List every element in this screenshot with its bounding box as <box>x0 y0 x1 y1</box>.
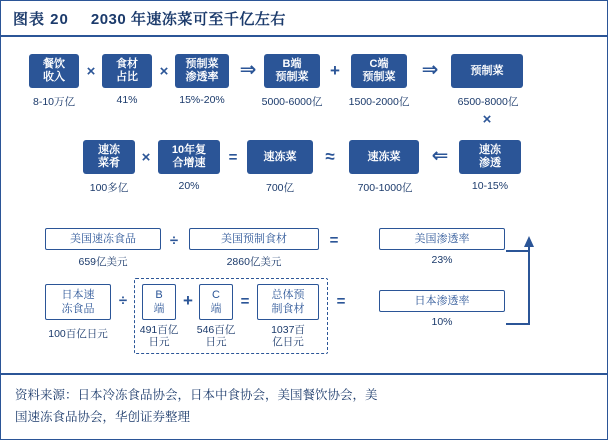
caption-cagr-10y: 20% <box>178 180 200 192</box>
arrow-right-1: ⇒ <box>239 59 257 81</box>
node-catering-revenue <box>29 54 79 88</box>
node-jp-frozen-food <box>45 284 111 320</box>
node-jp-b-end <box>142 284 176 320</box>
op-equals-us: = <box>329 232 339 249</box>
op-plus-jp: + <box>183 291 193 310</box>
op-plus-1: + <box>330 61 340 80</box>
node-cagr-10y-label: 10年复 合增速 <box>171 144 207 169</box>
node-us-frozen-food-label: 美国速冻食品 <box>70 232 136 245</box>
node-jp-c-end-label: C 端 <box>210 289 222 315</box>
caption-us-prepared-ingredients: 2860亿美元 <box>226 256 282 268</box>
node-catering-revenue-label: 餐饮 收入 <box>43 58 65 83</box>
node-us-prepared-ingredients-label: 美国预制食材 <box>221 232 287 245</box>
op-equals-1: = <box>228 149 238 166</box>
node-jp-frozen-food-label: 日本速 冻食品 <box>61 289 95 315</box>
caption-frozen-dish-base: 100多亿 <box>89 182 129 194</box>
node-jp-penetration-rate <box>379 290 505 312</box>
node-us-penetration-rate <box>379 228 505 250</box>
caption-c-end-prepared: 1500-2000亿 <box>348 96 410 108</box>
node-frozen-dish-2030-label: 速冻菜 <box>367 150 401 163</box>
figure-title-bar <box>1 1 607 37</box>
op-multiply-1: × <box>86 63 96 80</box>
node-jp-penetration-rate-label: 日本渗透率 <box>414 294 470 307</box>
caption-b-end-prepared: 5000-6000亿 <box>261 96 323 108</box>
page-title: 2030 年速冻菜可至千亿左右 <box>90 10 286 28</box>
node-us-penetration-rate-label: 美国渗透率 <box>414 232 470 245</box>
node-b-end-prepared <box>264 54 320 88</box>
diagram-canvas <box>1 38 607 368</box>
caption-us-frozen-food: 659亿美元 <box>78 256 128 268</box>
node-ingredient-share-label: 食材 占比 <box>116 58 138 83</box>
caption-jp-c-end: 546百亿 日元 <box>196 324 236 348</box>
source-note-line-2: 国速冻食品协会，华创证券整理 <box>15 410 191 424</box>
caption-jp-penetration-rate: 10% <box>431 316 453 328</box>
op-divide-us: ÷ <box>169 232 179 249</box>
node-frozen-dish-2030 <box>349 140 419 174</box>
caption-prepared-dish: 6500-8000亿 <box>457 96 519 108</box>
arrow-right-2: ⇒ <box>421 59 439 81</box>
node-frozen-dish-base-label: 速冻 菜肴 <box>98 144 120 169</box>
arrow-left-1: ⇐ <box>431 145 449 167</box>
node-ingredient-share <box>102 54 152 88</box>
op-multiply-3: × <box>141 149 151 166</box>
caption-frozen-dish-2025: 700亿 <box>265 182 295 194</box>
source-note-line-1: 资料来源：日本冷冻食品协会，日本中食协会，美国餐饮协会，美 <box>15 388 378 402</box>
op-divide-jp: ÷ <box>118 292 128 309</box>
node-c-end-prepared-label: C端 预制菜 <box>362 58 396 83</box>
op-equals-jp-2: = <box>336 293 346 310</box>
op-multiply-cross: × <box>482 111 492 128</box>
caption-prepared-penetration: 15%-20% <box>179 94 225 106</box>
caption-jp-b-end: 491百亿 日元 <box>139 324 179 348</box>
source-note <box>1 373 607 439</box>
node-jp-c-end <box>199 284 233 320</box>
node-jp-total-prepared <box>257 284 319 320</box>
node-frozen-dish-2025-label: 速冻菜 <box>263 150 297 163</box>
node-frozen-dish-base <box>83 140 135 174</box>
node-b-end-prepared-label: B端 预制菜 <box>275 58 309 83</box>
figure-label: 图表 20 <box>13 10 69 28</box>
node-us-prepared-ingredients <box>189 228 319 250</box>
caption-jp-frozen-food: 100百亿日元 <box>48 328 108 340</box>
caption-frozen-penetration: 10-15% <box>471 180 509 192</box>
node-c-end-prepared <box>351 54 407 88</box>
node-prepared-penetration <box>175 54 229 88</box>
node-cagr-10y <box>158 140 220 174</box>
node-prepared-dish-label: 预制菜 <box>470 64 504 77</box>
caption-jp-total-prepared: 1037百 亿日元 <box>271 324 305 348</box>
op-multiply-2: × <box>159 63 169 80</box>
node-jp-total-prepared-label: 总体预 制食材 <box>271 289 305 315</box>
node-frozen-dish-2025 <box>247 140 313 174</box>
node-prepared-penetration-label: 预制菜 渗透率 <box>185 58 219 83</box>
node-us-frozen-food <box>45 228 161 250</box>
caption-us-penetration-rate: 23% <box>431 254 453 266</box>
node-frozen-penetration <box>459 140 521 174</box>
caption-ingredient-share: 41% <box>116 94 138 106</box>
caption-catering-revenue: 8-10万亿 <box>32 96 75 108</box>
caption-frozen-dish-2030: 700-1000亿 <box>357 182 413 194</box>
node-frozen-penetration-label: 速冻 渗透 <box>479 144 501 169</box>
node-jp-b-end-label: B 端 <box>153 289 165 315</box>
node-prepared-dish <box>451 54 523 88</box>
op-approx: ≈ <box>325 147 335 166</box>
op-equals-jp-1: = <box>240 293 250 310</box>
